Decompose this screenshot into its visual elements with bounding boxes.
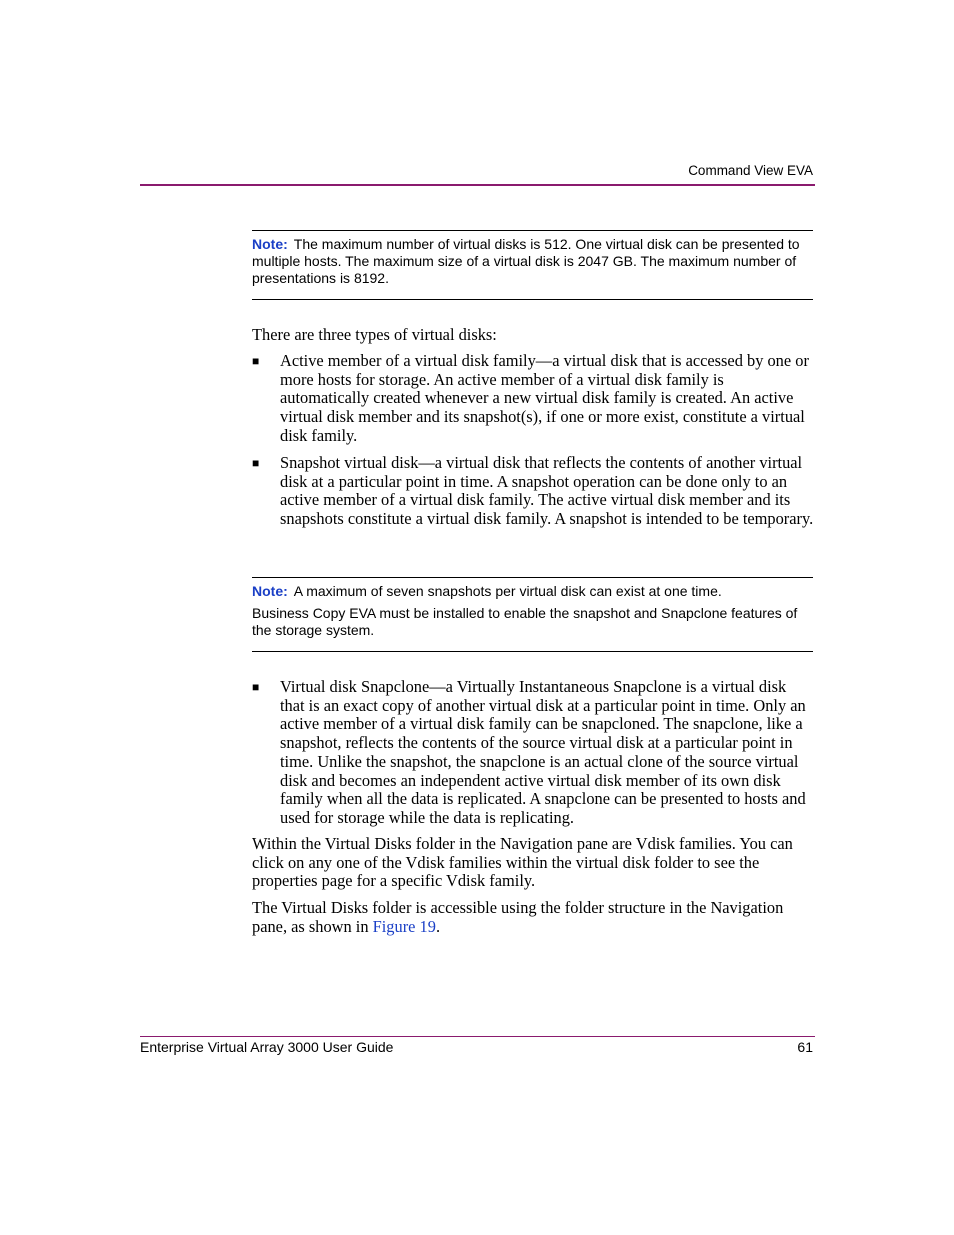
running-header: Command View EVA xyxy=(688,163,813,178)
bullet-marker: ■ xyxy=(252,456,260,470)
note-body xyxy=(252,583,813,600)
body-paragraph xyxy=(252,899,814,936)
note-label: Note: xyxy=(252,583,288,599)
footer-title: Enterprise Virtual Array 3000 User Guide xyxy=(140,1039,394,1055)
note-body xyxy=(252,236,813,287)
paragraph-text: The Virtual Disks folder is accessible using the folder structure in the Navigation pane, as shown in xyxy=(252,898,784,936)
figure-link[interactable]: Figure 19 xyxy=(372,916,436,936)
footer-rule xyxy=(140,1036,815,1037)
note-box xyxy=(252,230,813,300)
page-number: 61 xyxy=(797,1039,813,1055)
list-item-text: Active member of a virtual disk family—a virtual disk that is accessed by one or more hosts for storage. An active member of a virtual disk family is automatically created whenever a new virtual disk family is created. An active virtual disk member and its snapshot(s), if one or more exist, constitute a virtual disk family. xyxy=(280,351,809,445)
note-label: Note: xyxy=(252,236,288,252)
body-paragraph: Within the Virtual Disks folder in the Navigation pane are Vdisk families. You can click on any one of the Vdisk families within the virtual disk folder to see the properties page for a specific Vdisk family. xyxy=(252,834,793,891)
list-item-text: Snapshot virtual disk—a virtual disk that reflects the contents of another virtual disk at a particular point in time. A snapshot operation can be done only to an active member of a virtual disk family. The active virtual disk member and its snapshots constitute a virtual disk family. A snapshot is intended to be temporary. xyxy=(280,453,814,529)
note-box xyxy=(252,577,813,652)
bullet-marker: ■ xyxy=(252,354,260,368)
list-item-text: Virtual disk Snapclone—a Virtually Instantaneous Snapclone is a virtual disk that is an exact copy of another virtual disk at a particular point in time. Only an active member of a virtual disk family can be snapcloned. The snapclone, like a snapshot, reflects the contents of the source virtual disk at a particular point in time. Unlike the snapshot, the snapclone is an actual clone of the source virtual disk and becomes an independent active virtual disk member of its own disk family when all the data is replicated. A snapclone can be presented to hosts and used for storage while the data is replicating. xyxy=(280,677,806,827)
bullet-marker: ■ xyxy=(252,680,260,694)
intro-paragraph: There are three types of virtual disks: xyxy=(252,325,497,344)
note-text: The maximum number of virtual disks is 512. One virtual disk can be presented to multiple hosts. The maximum size of a virtual disk is 2047 GB. The maximum number of presentations is 8192. xyxy=(252,236,800,286)
paragraph-text-end: . xyxy=(435,916,441,936)
note-text: A maximum of seven snapshots per virtual disk can exist at one time. xyxy=(293,583,722,599)
note-text-secondary: Business Copy EVA must be installed to enable the snapshot and Snapclone features of the storage system. xyxy=(252,605,798,638)
header-rule xyxy=(140,184,815,186)
